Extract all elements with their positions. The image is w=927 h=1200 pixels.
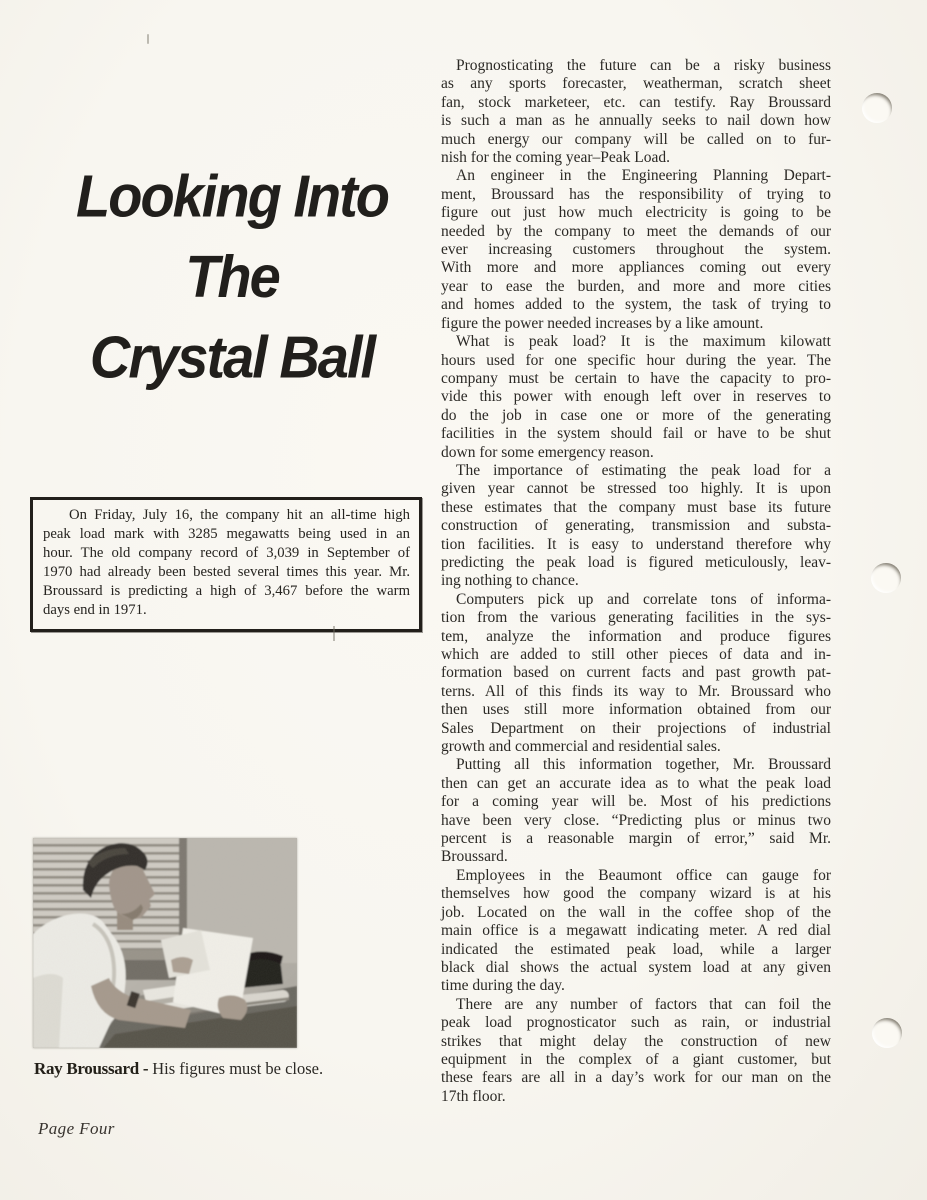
text-line: figure the power needed increases by a like amount. (441, 314, 764, 332)
text-line: days end in 1971. (43, 602, 147, 618)
text-line: do the job in case one or more of the generating (441, 406, 831, 424)
text-line: growth and commercial and residential sales. (441, 738, 721, 756)
text-line: formation based on current facts and past growth pat- (441, 664, 831, 682)
text-line: which are added to still other pieces of data and in- (441, 646, 831, 663)
text-line: fan, stock marketeer, etc. can testify. Ray Broussard (441, 93, 831, 111)
text-line: indicated the estimated peak load, while a larger (441, 940, 831, 958)
text-line: ment, Broussard has the responsibility of trying to (441, 185, 831, 203)
text-line: 1970 had already been bested several times this year. Mr. (43, 564, 410, 580)
text-line: facilities in the system should fail or have to be shut (441, 425, 831, 443)
text-line: With more and more appliances coming out every (441, 259, 831, 277)
text-line: tion from the various generating facilities in the sys- (441, 609, 831, 627)
text-line: peak load prognosticator such as rain, or industrial (441, 1014, 831, 1032)
punch-hole (871, 563, 901, 593)
paragraph (441, 591, 831, 757)
text-line: job. Located on the wall in the coffee shop of the (441, 903, 831, 921)
text-line: and homes added to the system, the task of trying to (441, 296, 831, 314)
title-line-2: The (185, 242, 279, 310)
photo-illustration (33, 838, 297, 1048)
text-line: equipment in the complex of a giant customer, but (441, 1050, 831, 1068)
text-line: given year cannot be stressed too highly. It is upon (441, 480, 831, 498)
text-line: On Friday, July 16, the company hit an all-time high (69, 507, 410, 523)
text-line: ever increasing customers throughout the system. (441, 241, 831, 259)
text-line: What is peak load? It is the maximum kilowatt (456, 333, 831, 351)
paragraph (441, 167, 831, 333)
text-line: main office is a megawatt indicating meter. A red dial (441, 922, 831, 940)
text-line: year to ease the burden, and more and more cities (441, 277, 831, 295)
paragraph (441, 996, 831, 1106)
text-line: these estimates that the company must base its future (441, 498, 831, 516)
title-line-1: Looking Into (76, 162, 388, 230)
text-line: hours used for one specific hour during the year. The (441, 351, 831, 369)
text-line: company must be certain to have the capacity to pro- (441, 369, 831, 387)
paragraph (441, 57, 831, 167)
scan-artifact (333, 626, 335, 641)
title-line-3: Crystal Ball (89, 323, 375, 391)
paragraph (441, 333, 831, 462)
text-line: Putting all this information together, Mr. Broussard (456, 756, 831, 774)
text-line: for a coming year will be. Most of his predictions (441, 793, 831, 811)
text-line: then uses still more information obtained from our (441, 701, 831, 719)
callout-box (30, 497, 422, 632)
photo-caption (34, 1059, 354, 1079)
text-line: needed by the company to meet the demands of our (441, 222, 831, 240)
text-line: construction of generating, transmission and substa- (441, 517, 831, 535)
text-line: An engineer in the Engineering Planning Depart- (456, 167, 831, 185)
text-line: percent is a reasonable margin of error,” said Mr. (441, 830, 831, 848)
punch-hole (872, 1018, 902, 1048)
text-line: down for some emergency reason. (441, 443, 654, 461)
text-line: then can get an accurate idea as to what the peak load (441, 774, 831, 792)
text-line: tion facilities. It is easy to understand therefore why (441, 535, 831, 553)
text-line: peak load mark with 3285 megawatts being used in an (43, 526, 410, 542)
article-title (42, 156, 422, 398)
text-line: strikes that might delay the construction of new (441, 1032, 831, 1050)
photo-ray-broussard (33, 838, 297, 1048)
text-line: 17th floor. (441, 1087, 506, 1105)
text-line: much energy our company will be called on to fur- (441, 130, 831, 148)
paragraph (441, 867, 831, 996)
text-line: figure out just how much electricity is going to be (441, 204, 831, 222)
text-line: The importance of estimating the peak load for a (456, 461, 831, 479)
text-line: themselves how good the company wizard is at his (441, 885, 831, 903)
text-line: predicting the peak load is figured meticulously, leav- (441, 553, 831, 571)
text-line: vide this power with enough left over in reserves to (441, 388, 831, 406)
text-line: black dial shows the actual system load at any given (441, 958, 831, 976)
text-line: as any sports forecaster, weatherman, scratch sheet (441, 75, 831, 93)
page-number: Page Four (38, 1119, 115, 1138)
caption-text: His figures must be close. (152, 1059, 324, 1078)
text-line: tem, analyze the information and produce figures (441, 627, 831, 645)
text-line: ing nothing to chance. (441, 572, 579, 590)
text-line: hour. The old company record of 3,039 in September of (43, 545, 410, 561)
text-line: Prognosticating the future can be a risky business (456, 57, 831, 74)
text-line: time during the day. (441, 977, 565, 995)
text-line: terns. All of this finds its way to Mr. Broussard who (441, 682, 831, 700)
scan-artifact (147, 34, 149, 44)
text-line: Sales Department on their projections of industrial (441, 719, 831, 737)
article-text (441, 57, 831, 1106)
text-line: There are any number of factors that can foil the (456, 995, 831, 1013)
text-line: have been very close. “Predicting plus or minus two (441, 811, 831, 829)
paragraph (441, 756, 831, 866)
text-line: Broussard. (441, 848, 508, 866)
text-line: Broussard is predicting a high of 3,467 before the warm (43, 583, 410, 599)
text-line: Employees in the Beaumont office can gauge for (456, 866, 831, 884)
text-line: nish for the coming year–Peak Load. (441, 149, 670, 167)
caption-name: Ray Broussard - (34, 1059, 149, 1078)
paragraph (441, 462, 831, 591)
text-line: these fears are all in a day’s work for our man on the (441, 1069, 831, 1087)
text-line: is such a man as he annually seeks to nail down how (441, 112, 831, 130)
text-line: Computers pick up and correlate tons of informa- (456, 590, 831, 608)
punch-hole (862, 93, 892, 123)
